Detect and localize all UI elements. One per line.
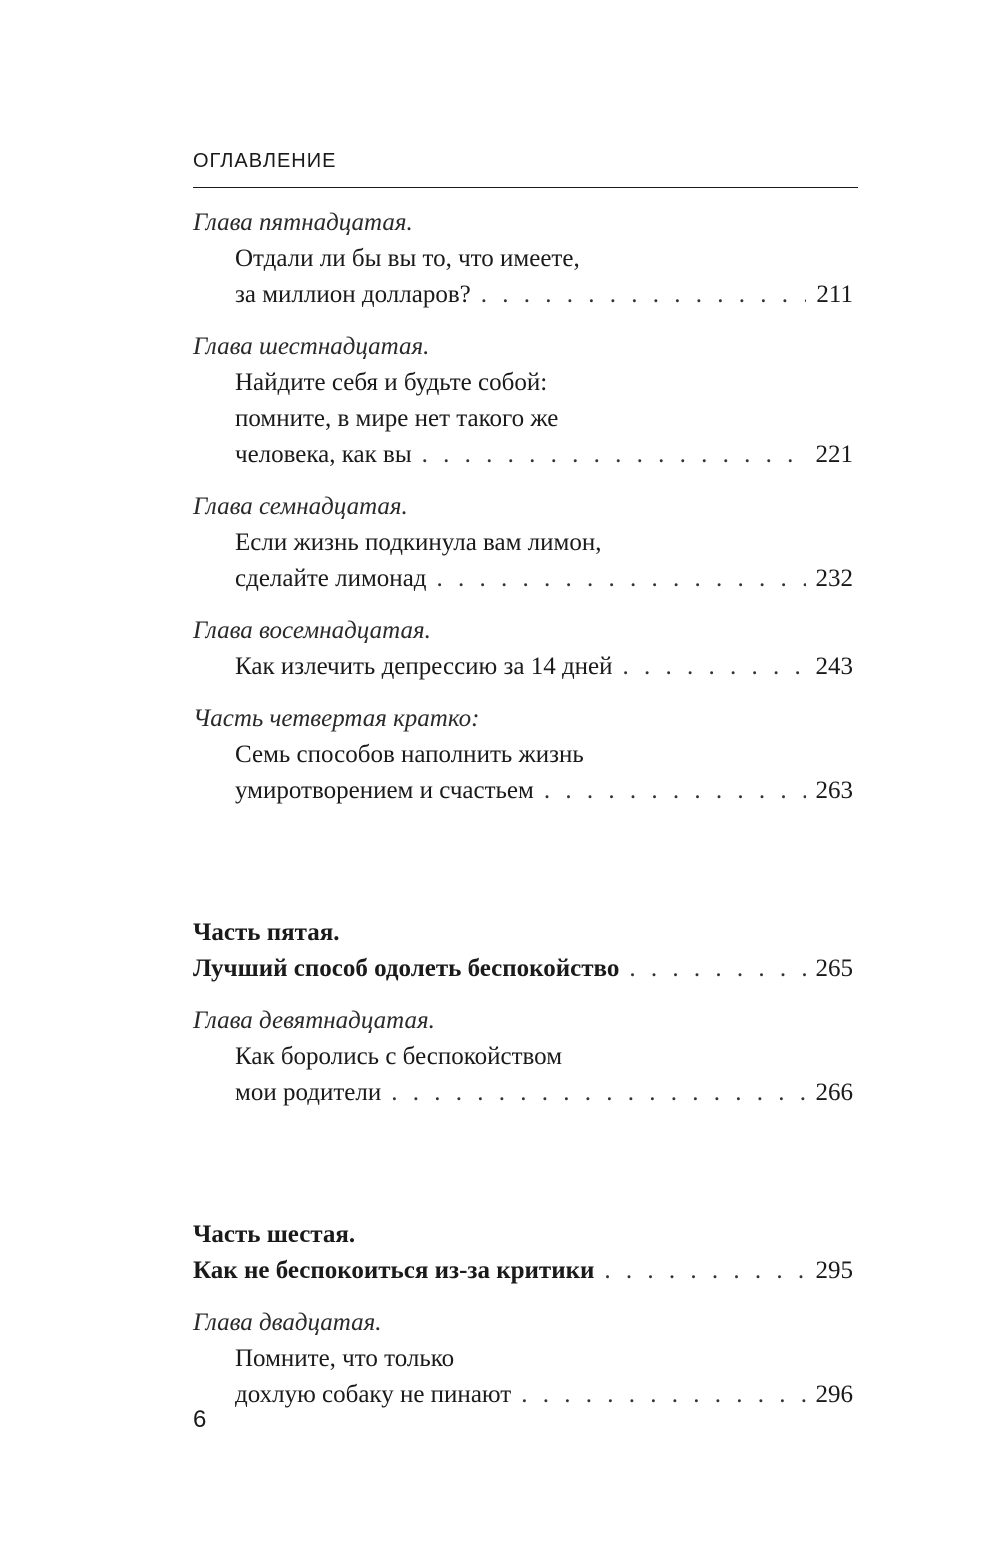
dot-leader xyxy=(422,437,806,473)
chapter-title-last-line xyxy=(193,277,853,313)
dot-leader xyxy=(391,1075,805,1111)
part-subtitle-line xyxy=(193,951,853,987)
chapter-label: Глава двадцатая. xyxy=(193,1309,382,1336)
chapter-title-text: дохлую собаку не пинают xyxy=(235,1381,512,1408)
page-number: 6 xyxy=(193,1406,207,1433)
page-ref: 243 xyxy=(815,653,853,680)
toc-part-6 xyxy=(193,1217,853,1289)
part-subtitle: Лучший способ одолеть беспокойство xyxy=(193,955,620,982)
running-head: ОГЛАВЛЕНИЕ xyxy=(193,150,337,172)
part-title: Часть пятая. xyxy=(193,919,340,946)
toc-entry-chapter-17 xyxy=(193,489,853,597)
chapter-title-last-line xyxy=(193,1377,853,1413)
chapter-title-text: сделайте лимонад xyxy=(235,565,427,592)
chapter-title-last-line xyxy=(193,649,853,685)
toc-entry-chapter-20 xyxy=(193,1305,853,1413)
toc-part-5 xyxy=(193,915,853,987)
chapter-title-last-line xyxy=(193,1075,853,1111)
chapter-title-text: мои родители xyxy=(235,1079,382,1106)
dot-leader xyxy=(544,773,806,809)
chapter-title-last-line xyxy=(193,561,853,597)
chapter-title-text: Как излечить депрессию за 14 дней xyxy=(235,653,613,680)
page-ref: 296 xyxy=(815,1381,853,1408)
page-ref: 211 xyxy=(816,281,853,308)
toc-entry-chapter-19 xyxy=(193,1003,853,1111)
dot-leader xyxy=(629,951,805,987)
chapter-title-line: Найдите себя и будьте собой: xyxy=(235,369,548,396)
chapter-title-last-line xyxy=(193,437,853,473)
chapter-title-line: Семь способов наполнить жизнь xyxy=(235,741,584,768)
chapter-title-line: помните, в мире нет такого же xyxy=(235,405,559,432)
page-ref: 221 xyxy=(815,441,853,468)
chapter-title-line: Как боролись с беспокойством xyxy=(235,1043,563,1070)
part-subtitle: Как не беспокоиться из-за критики xyxy=(193,1257,595,1284)
page-ref: 266 xyxy=(815,1079,853,1106)
chapter-title-text: человека, как вы xyxy=(235,441,412,468)
toc-entry-chapter-16 xyxy=(193,329,853,473)
table-of-contents xyxy=(193,205,853,1429)
chapter-title-text: за миллион долларов? xyxy=(235,281,471,308)
page-ref: 265 xyxy=(815,955,853,982)
chapter-title-text: умиротворением и счастьем xyxy=(235,777,534,804)
chapter-label: Глава пятнадцатая. xyxy=(193,209,413,236)
header-rule xyxy=(193,187,858,188)
dot-leader xyxy=(521,1377,805,1413)
chapter-title-line: Помните, что только xyxy=(235,1345,455,1372)
page-ref: 263 xyxy=(815,777,853,804)
toc-entry-part-4-summary xyxy=(193,701,853,809)
chapter-title-line: Если жизнь подкинула вам лимон, xyxy=(235,529,602,556)
dot-leader xyxy=(623,649,806,685)
chapter-label: Глава восемнадцатая. xyxy=(193,617,431,644)
chapter-title-last-line xyxy=(193,773,853,809)
dot-leader xyxy=(437,561,806,597)
part-title: Часть шестая. xyxy=(193,1221,356,1248)
part-subtitle-line xyxy=(193,1253,853,1289)
chapter-label: Глава семнадцатая. xyxy=(193,493,408,520)
chapter-label: Часть четвертая кратко: xyxy=(193,705,480,732)
chapter-label: Глава шестнадцатая. xyxy=(193,333,430,360)
toc-entry-chapter-15 xyxy=(193,205,853,313)
page-ref: 295 xyxy=(815,1257,853,1284)
page-ref: 232 xyxy=(815,565,853,592)
chapter-label: Глава девятнадцатая. xyxy=(193,1007,435,1034)
dot-leader xyxy=(604,1253,805,1289)
dot-leader xyxy=(481,277,807,313)
chapter-title-line: Отдали ли бы вы то, что имеете, xyxy=(235,245,580,272)
toc-entry-chapter-18 xyxy=(193,613,853,685)
